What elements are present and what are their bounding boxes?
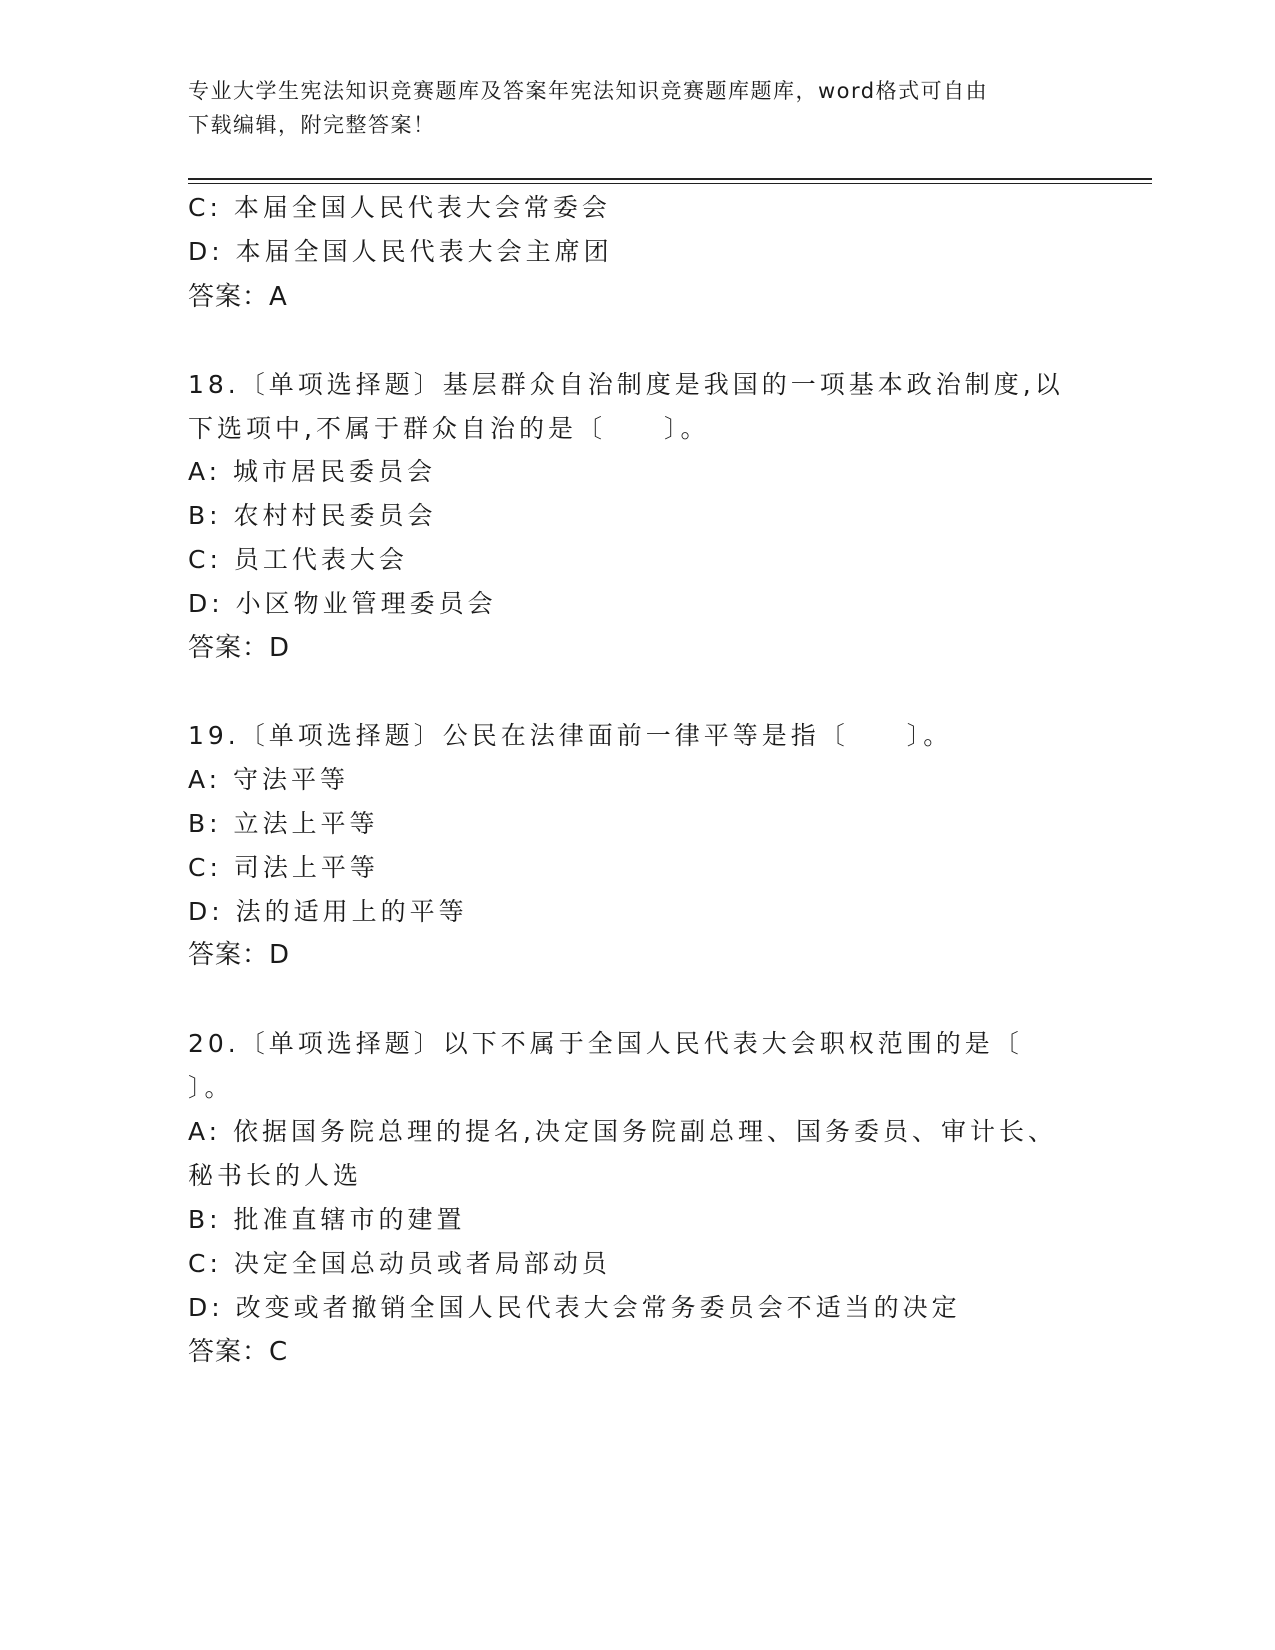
q20-answer <box>188 1335 288 1369</box>
answer-value: D <box>269 940 291 970</box>
q18-answer <box>188 631 290 665</box>
q19-stem-line-1: 19.〔单项选择题〕公民在法律面前一律平等是指〔 〕。 <box>188 721 953 750</box>
q19-option-b: B: 立法上平等 <box>188 809 379 838</box>
q20-option-a-line-1: A: 依据国务院总理的提名,决定国务院副总理、国务委员、审计长、 <box>188 1117 1057 1146</box>
q20-option-d: D: 改变或者撤销全国人民代表大会常务委员会不适当的决定 <box>188 1293 961 1322</box>
header-divider-thin <box>188 183 1152 184</box>
header-line-1: 专业大学生宪法知识竞赛题库及答案年宪法知识竞赛题库题库，word格式可自由 <box>188 79 989 103</box>
q20-option-c: C: 决定全国总动员或者局部动员 <box>188 1249 611 1278</box>
q17-option-d: D: 本届全国人民代表大会主席团 <box>188 237 613 266</box>
q17-answer <box>188 280 288 314</box>
answer-value: C <box>269 1337 289 1367</box>
answer-value: A <box>269 282 288 312</box>
q20-option-b: B: 批准直辖市的建置 <box>188 1205 466 1234</box>
q18-option-a: A: 城市居民委员会 <box>188 457 437 486</box>
q20-stem-line-1: 20.〔单项选择题〕以下不属于全国人民代表大会职权范围的是〔 <box>188 1029 1023 1058</box>
q19-option-c: C: 司法上平等 <box>188 853 379 882</box>
header-line-2: 下载编辑，附完整答案！ <box>188 113 436 137</box>
answer-label: 答案： <box>188 1337 270 1367</box>
q18-stem-line-2: 下选项中,不属于群众自治的是〔 〕。 <box>188 414 710 443</box>
answer-value: D <box>269 633 291 663</box>
q19-answer <box>188 938 290 972</box>
q20-option-a-line-2: 秘书长的人选 <box>188 1161 363 1190</box>
q18-option-c: C: 员工代表大会 <box>188 545 408 574</box>
q18-option-d: D: 小区物业管理委员会 <box>188 589 497 618</box>
q18-stem-line-1: 18.〔单项选择题〕基层群众自治制度是我国的一项基本政治制度,以 <box>188 370 1064 399</box>
q19-option-a: A: 守法平等 <box>188 765 350 794</box>
q17-option-c: C: 本届全国人民代表大会常委会 <box>188 193 611 222</box>
q18-option-b: B: 农村村民委员会 <box>188 501 437 530</box>
q19-option-d: D: 法的适用上的平等 <box>188 897 468 926</box>
answer-label: 答案： <box>188 940 270 970</box>
answer-label: 答案： <box>188 282 270 312</box>
answer-label: 答案： <box>188 633 270 663</box>
page-header <box>188 74 1088 142</box>
header-divider-thick <box>188 178 1152 180</box>
q20-stem-line-2: 〕。 <box>188 1073 234 1102</box>
